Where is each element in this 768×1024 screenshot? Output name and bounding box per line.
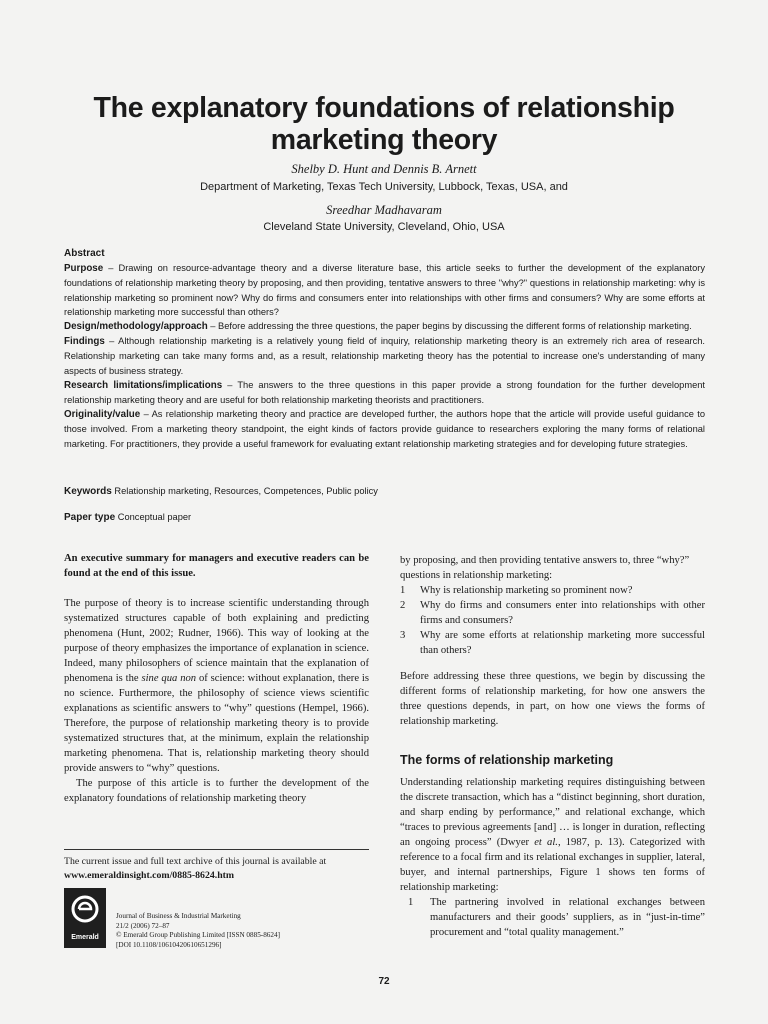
- questions-intro: by proposing, and then providing tentative answers to, three “why?” questions in relationship marketing:: [400, 555, 690, 581]
- journal-info: [116, 912, 280, 950]
- emerald-logo: [64, 888, 106, 948]
- right-column: [400, 553, 705, 940]
- originality-label: Originality/value: [64, 409, 141, 421]
- originality-text: – As relationship marketing theory and practice are developed further, the authors hope that the article will provide useful guidance to those involved. From a marketing theory standpoint, the eight kinds of factors provide guidance to researchers exploring the many forms of relational marketing. For practitioners, they provide a useful framework for evaluating extant relationship marketing strategies and for developing future strategies.: [64, 409, 705, 449]
- section-heading: The forms of relationship marketing: [400, 753, 614, 767]
- journal-url-link[interactable]: www.emeraldinsight.com/0885-8624.htm: [64, 870, 235, 881]
- abstract-originality: [64, 407, 705, 451]
- authors: Shelby D. Hunt and Dennis B. Arnett: [291, 162, 477, 176]
- list-item: [400, 598, 705, 628]
- findings-label: Findings: [64, 336, 105, 348]
- intro-paragraph-1: [64, 596, 369, 776]
- journal-doi: [DOI 10.1108/10610420610651296]: [116, 940, 222, 949]
- forms-text-a: Understanding relationship marketing requires distinguishing between the discrete transaction, which has a “distinct beginning, short duration, and sharp ending by performance,” and relational exchange, which “traces to previous agreements [and] … is longer in duration, reflecting an ongoing process” (Dwyer: [400, 777, 705, 848]
- paper-type: [64, 512, 191, 523]
- paper-type-text: Conceptual paper: [117, 512, 192, 522]
- intro-emphasis: sine qua non: [141, 673, 197, 684]
- limitations-label: Research limitations/implications: [64, 379, 223, 391]
- list-number: 2: [400, 600, 406, 611]
- list-item: [400, 583, 705, 598]
- emerald-logo-icon: [69, 893, 101, 929]
- footnote: [64, 855, 369, 883]
- intro-text-a: The purpose of theory is to increase scientific understanding through systematized structures capable of both explaining and predicting phenomena (Hunt, 2002; Rudner, 1966). This way of looking at the purpose of theory emphasizes the importance of explanation in science. Indeed, many philosophers of science maintain that the explanation of phenomena is the: [64, 598, 369, 684]
- list-text: The partnering involved in relational exchanges between manufacturers and their goods’ suppliers, as in “just-in-time” procurement and “total quality management.”: [430, 897, 705, 938]
- list-number: 1: [408, 897, 414, 908]
- forms-text-b: , 1987, p. 13). Categorized with reference to a focal firm and its relational exchanges in supplier, lateral, buyer, and internal partnerships, Figure 1 shows ten forms of relationship marketing:: [400, 837, 705, 893]
- forms-paragraph: [400, 775, 705, 895]
- affiliation-1: Department of Marketing, Texas Tech University, Lubbock, Texas, USA, and: [200, 181, 568, 193]
- abstract: [64, 247, 705, 451]
- abstract-heading: Abstract: [64, 248, 105, 259]
- findings-text: – Although relationship marketing is a relatively young field of inquiry, relationship marketing theory is an extremely rich area of research. Relationship marketing can take many forms and, as a result, relationship marketing theory has the potential to increase one's understanding of many aspects of business strategy.: [64, 336, 705, 376]
- abstract-findings: [64, 334, 705, 378]
- paper-title: The explanatory foundations of relationship marketing theory: [93, 92, 675, 156]
- affiliation-2: Cleveland State University, Cleveland, Ohio, USA: [263, 221, 505, 233]
- footnote-divider: [64, 849, 369, 850]
- list-item: [400, 628, 705, 658]
- before-paragraph: Before addressing these three questions, we begin by discussing the different forms of relationship marketing, for how one answers the three questions depends, in part, on how one views the forms of relationship marketing.: [400, 671, 705, 727]
- list-text: Why is relationship marketing so prominent now?: [420, 585, 633, 596]
- emerald-logo-text: Emerald: [71, 934, 99, 941]
- journal-copyright: © Emerald Group Publishing Limited [ISSN 0885-8624]: [116, 931, 280, 939]
- journal-volume: 21/2 (2006) 72–87: [116, 921, 170, 930]
- design-text: – Before addressing the three questions, the paper begins by discussing the different forms of relationship marketing.: [207, 321, 692, 332]
- abstract-purpose: [64, 261, 705, 319]
- keywords: [64, 486, 378, 497]
- intro-text-b: of science: without explanation, there is no science. Furthermore, the philosophy of science views scientific explanations as scientific answers to “why” questions (Hempel, 1966). Therefore, the purpose of relationship marketing theory is to provide systematized structures that, at the minimum, explain the relationship marketing phenomena. That is, relationship marketing theory should provide answers to “why” questions.: [64, 673, 369, 774]
- questions-list: [400, 583, 705, 658]
- keywords-label: Keywords: [64, 486, 112, 497]
- list-text: Why are some efforts at relationship marketing more successful than others?: [420, 630, 705, 656]
- executive-summary-note: An executive summary for managers and executive readers can be found at the end of this issue.: [64, 553, 369, 579]
- forms-emphasis: et al.: [534, 837, 558, 848]
- paper-type-label: Paper type: [64, 512, 116, 523]
- intro-paragraph-2: The purpose of this article is to further the development of the explanatory foundations of relationship marketing theory: [64, 778, 369, 804]
- purpose-label: Purpose: [64, 263, 104, 275]
- journal-name: Journal of Business & Industrial Marketing: [116, 912, 241, 920]
- abstract-limitations: [64, 378, 705, 407]
- list-text: Why do firms and consumers enter into relationships with other firms and consumers?: [420, 600, 705, 626]
- forms-list: [400, 895, 705, 940]
- page-number: 72: [378, 976, 390, 987]
- list-item: [408, 895, 705, 940]
- design-label: Design/methodology/approach: [64, 321, 208, 333]
- footnote-text: The current issue and full text archive of this journal is available at: [64, 856, 327, 867]
- list-number: 3: [400, 630, 406, 641]
- left-column: [64, 551, 369, 806]
- abstract-design: [64, 319, 705, 334]
- keywords-text: Relationship marketing, Resources, Competences, Public policy: [114, 486, 378, 496]
- list-number: 1: [400, 585, 406, 596]
- limitations-text: – The answers to the three questions in this paper provide a strong foundation for the further development relationship marketing theory and are useful for both relationship marketing theorists and practitioners.: [64, 379, 705, 406]
- purpose-text: – Drawing on resource-advantage theory and a diverse literature base, this article seeks to further the development of the explanatory foundations of relationship marketing theory by proposing, and then providing, tentative answers to three "why?" questions in relationship marketing: why is relationship marketing so prominent now? Why do firms and consumers enter into relationships with other firms and consumers? Why are some efforts at relationship marketing more successful than others?: [64, 263, 705, 317]
- author-2: Sreedhar Madhavaram: [326, 203, 442, 217]
